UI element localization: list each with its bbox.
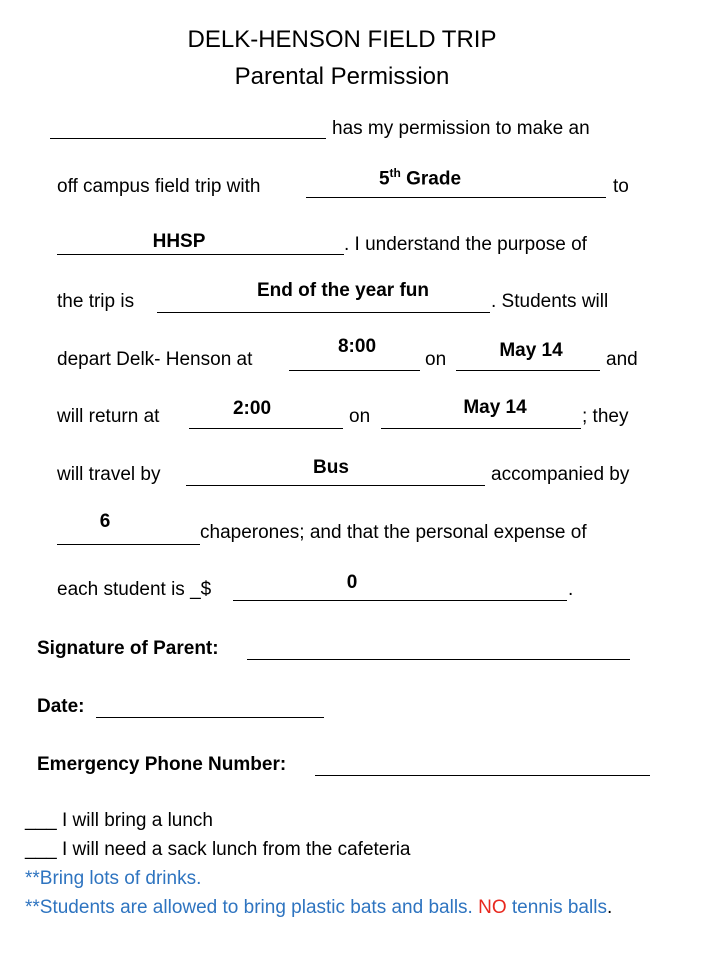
depart-date-value: May 14	[499, 340, 563, 361]
expense-value: 0	[346, 572, 358, 593]
body-text-12: ; they	[582, 406, 629, 427]
date-blank[interactable]	[96, 717, 324, 718]
grade-number: 5	[378, 168, 390, 190]
emergency-phone-label: Emergency Phone Number:	[37, 754, 287, 775]
grade-value	[306, 166, 534, 190]
lunch-option-bring[interactable]	[25, 810, 213, 832]
form-title: DELK-HENSON FIELD TRIP	[187, 26, 497, 53]
body-text-10: will return at	[57, 406, 160, 427]
return-date-value: May 14	[463, 397, 527, 418]
body-text-5: the trip is	[57, 291, 135, 312]
note-equipment-text: **Students are allowed to bring plastic bats and balls.	[25, 897, 473, 918]
chaperones-blank[interactable]	[57, 544, 200, 545]
lunch-checkbox-blank[interactable]: ___	[25, 810, 57, 831]
lunch-option-label: I will bring a lunch	[61, 810, 214, 831]
body-text-15: chaperones; and that the personal expense of	[200, 522, 587, 543]
body-text-16: each student is _$	[57, 579, 212, 600]
form-subtitle: Parental Permission	[234, 63, 450, 90]
expense-blank[interactable]	[233, 600, 567, 601]
student-name-blank[interactable]	[50, 138, 326, 139]
grade-blank[interactable]	[306, 197, 606, 198]
depart-date-blank[interactable]	[456, 370, 600, 371]
return-date-blank[interactable]	[381, 428, 581, 429]
body-text-9: and	[606, 349, 638, 370]
note-equipment-period: .	[606, 897, 613, 918]
lunch-checkbox-blank[interactable]: ___	[25, 839, 57, 860]
transport-value: Bus	[313, 457, 349, 478]
note-equipment	[25, 897, 612, 919]
parent-signature-blank[interactable]	[247, 659, 630, 660]
purpose-blank[interactable]	[157, 312, 490, 313]
body-text-2: off campus field trip with	[57, 176, 261, 197]
depart-time-blank[interactable]	[289, 370, 420, 371]
transport-blank[interactable]	[186, 485, 485, 486]
note-equipment-tennis: tennis balls	[511, 897, 607, 918]
chaperones-value: 6	[99, 511, 111, 532]
emergency-phone-blank[interactable]	[315, 775, 650, 776]
body-text-14: accompanied by	[491, 464, 630, 485]
body-text-13: will travel by	[57, 464, 161, 485]
grade-word: Grade	[406, 168, 462, 190]
body-text-8: on	[425, 349, 447, 370]
body-text-4: . I understand the purpose of	[344, 234, 587, 255]
note-equipment-no: NO	[478, 897, 507, 918]
note-drinks: **Bring lots of drinks.	[25, 868, 202, 889]
purpose-value: End of the year fun	[256, 280, 430, 301]
lunch-option-label: I will need a sack lunch from the cafeteria	[61, 839, 411, 860]
destination-blank[interactable]	[57, 254, 344, 255]
body-text-6: . Students will	[491, 291, 609, 312]
body-text-1: has my permission to make an	[332, 118, 590, 139]
body-text-11: on	[349, 406, 371, 427]
body-text-17: .	[568, 579, 574, 600]
body-text-7: depart Delk- Henson at	[57, 349, 253, 370]
body-text-3: to	[613, 176, 629, 197]
destination-value: HHSP	[152, 231, 206, 252]
date-label: Date:	[37, 696, 85, 717]
depart-time-value: 8:00	[337, 336, 377, 357]
return-time-blank[interactable]	[189, 428, 343, 429]
parent-signature-label: Signature of Parent:	[37, 638, 219, 659]
grade-superscript: th	[389, 166, 401, 180]
lunch-option-sack[interactable]	[25, 839, 411, 861]
return-time-value: 2:00	[232, 398, 272, 419]
